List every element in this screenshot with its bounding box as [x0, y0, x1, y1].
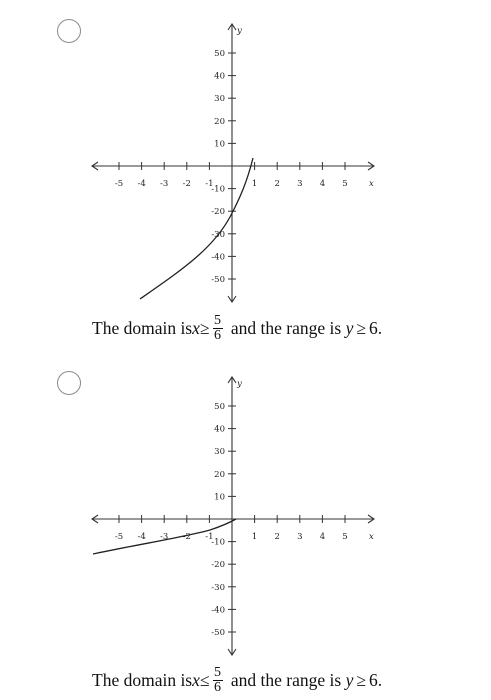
x-tick-label: -2 [182, 532, 191, 542]
x-tick-label: -2 [182, 179, 191, 189]
y-tick-label: 40 [214, 424, 225, 435]
fraction-denominator: 6 [214, 680, 222, 695]
x-axis-label: x [369, 179, 374, 189]
x-axis [92, 162, 374, 170]
x-axis-label: x [369, 532, 374, 542]
y-tick-label: -50 [211, 628, 225, 638]
range-relation: ≥ [356, 670, 366, 690]
y-tick-label: -40 [211, 252, 225, 263]
range-value: 6. [368, 670, 383, 690]
y-tick-label: -30 [211, 229, 225, 240]
x-tick-label: -1 [205, 532, 214, 542]
statement-middle: and the range is [226, 670, 346, 690]
fraction-numerator: 5 [214, 665, 222, 680]
option-a-graph [0, 0, 491, 310]
y-tick-label: 10 [214, 492, 225, 503]
x-tick-label: 2 [274, 179, 280, 189]
statement-prefix: The domain is [92, 670, 193, 690]
fraction-denominator: 6 [214, 328, 222, 343]
function-curve [140, 158, 253, 299]
option-a-statement [92, 314, 382, 343]
x-tick-label: 5 [342, 532, 348, 542]
y-axis [228, 377, 236, 655]
x-tick-label: 2 [274, 532, 280, 542]
x-tick-label: -3 [160, 179, 169, 189]
statement-prefix: The domain is [92, 318, 193, 338]
x-tick-label: -4 [137, 179, 146, 189]
y-tick-label: 10 [214, 139, 225, 150]
statement-middle: and the range is [226, 318, 346, 338]
y-axis-label: y [237, 379, 242, 389]
range-variable: y [345, 670, 354, 690]
y-tick-label: -20 [211, 560, 225, 571]
y-axis-label: y [237, 26, 242, 36]
option-b-graph [0, 353, 491, 663]
range-variable: y [345, 318, 354, 338]
y-tick-label: -10 [211, 184, 225, 195]
domain-fraction [213, 666, 223, 695]
domain-fraction [213, 314, 223, 343]
y-tick-label: 40 [214, 71, 225, 82]
x-axis [92, 515, 374, 523]
y-axis [228, 24, 236, 302]
x-tick-label: 4 [319, 532, 326, 542]
range-relation: ≥ [356, 318, 366, 338]
domain-relation: ≤ [199, 670, 210, 690]
x-tick-label: 1 [251, 532, 258, 542]
y-tick-label: 20 [214, 469, 225, 480]
y-tick-label: 20 [214, 116, 225, 127]
y-tick-label: -10 [211, 537, 225, 548]
x-tick-label: -5 [114, 179, 124, 189]
domain-variable: x [192, 318, 200, 338]
x-tick-label: 3 [297, 532, 303, 542]
y-tick-label: 30 [214, 94, 225, 105]
fraction-numerator: 5 [214, 313, 222, 328]
y-tick-label: -40 [211, 605, 225, 616]
x-tick-label: 1 [251, 179, 258, 189]
y-tick-label: -50 [211, 275, 225, 285]
domain-relation: ≥ [199, 318, 210, 338]
x-tick-label: -3 [160, 532, 169, 542]
option-b-statement [92, 666, 382, 695]
y-tick-label: -30 [211, 582, 225, 593]
x-tick-label: 3 [297, 179, 303, 189]
domain-variable: x [192, 670, 200, 690]
y-tick-label: 50 [214, 49, 225, 59]
y-tick-label: -20 [211, 207, 225, 218]
y-tick-label: 50 [214, 402, 225, 412]
y-tick-label: 30 [214, 447, 225, 458]
x-tick-label: -4 [137, 532, 146, 542]
range-value: 6. [368, 318, 383, 338]
x-tick-label: -5 [114, 532, 124, 542]
x-tick-label: 5 [342, 179, 348, 189]
x-tick-label: 4 [319, 179, 326, 189]
x-tick-label: -1 [205, 179, 214, 189]
